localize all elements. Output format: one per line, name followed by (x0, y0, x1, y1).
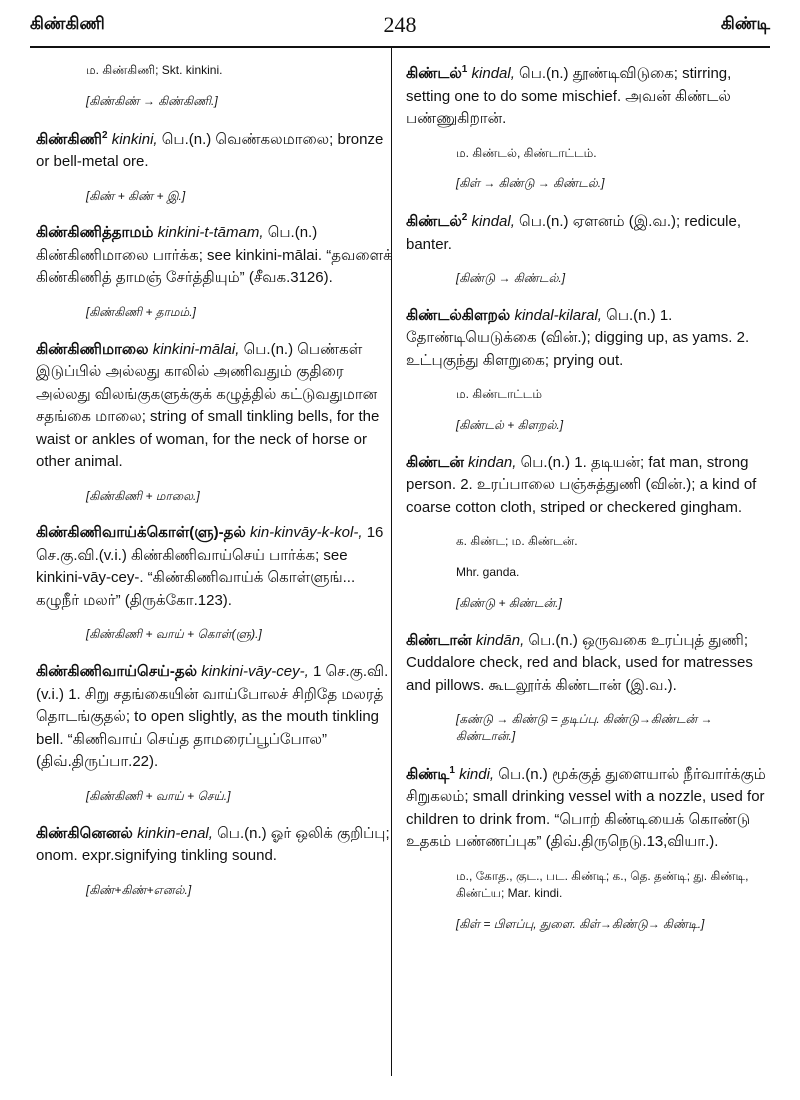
dictionary-entry (406, 452, 768, 520)
entry-headword: கிண்டான் (406, 631, 472, 649)
cognate-line: க. கிண்ட; ம. கிண்டன். (456, 534, 578, 549)
entry-definition: பெ.(n.) 1. தோண்டியெடுக்கை (வின்.); digging up, as yams. 2. உட்புகுந்து கிளறுகை; prying out. (406, 306, 750, 369)
etymology-line: [கிண்கிண் → கிண்கிணி.] (86, 93, 218, 108)
dictionary-entry (36, 661, 394, 774)
entry-definition: 1 செ.கு.வி.(v.i.) 1. சிறு சதங்கையின் வாய்போலச் சிறிதே மலரத் தொடங்குதல்; to open slightly, as the mouth tinkling bell. “கிணிவாய் செய்த தாமரைப்பூப்போல” (திவ்.திருப்பா.22). (36, 663, 389, 771)
entry-transliteration: kindal, (471, 65, 515, 82)
entry-definition: பெ.(n.) ஓர் ஒலிக் குறிப்பு; onom. expr.signifying tinkling sound. (36, 824, 390, 865)
entry-headword: கிண்கிணிமாலை (36, 340, 149, 358)
entry-transliteration: kindal-kilaral, (514, 306, 602, 324)
etymology-line: [கண்டு → கிண்டு = தடிப்பு. கிண்டு→கிண்டன் → கிண்டான்.] (456, 712, 713, 744)
right-column (406, 62, 768, 932)
entry-definition: பெ.(n.) தூண்டிவிடுகை; stirring, setting one to do some mischief. அவன் கிண்டல் பண்ணுகிறான். (406, 65, 732, 127)
etymology-line: [கிள் → கிண்டு → கிண்டல்.] (456, 176, 605, 191)
entry-transliteration: kinkin-enal, (137, 824, 213, 842)
dictionary-entry (406, 630, 768, 698)
page-number: 248 (383, 12, 417, 37)
dictionary-entry (36, 522, 394, 612)
entry-headword: கிண்கிணித்தாமம் (36, 224, 154, 242)
left-column (36, 62, 394, 898)
cognate-line: Mhr. ganda. (456, 565, 520, 580)
entry-headword: கிண்டல்கிளறல் (406, 306, 511, 324)
cognate-line: ம. கிண்டல், கிண்டாட்டம். (456, 145, 597, 160)
dictionary-entry (406, 305, 768, 373)
entry-headword: கிண்டல் (406, 65, 462, 82)
entry-headword: கிண்டன் (406, 453, 464, 471)
entry-headword: கிண்கிணிவாய்க்கொள்(ளு)-தல் (36, 524, 246, 542)
entry-definition: பெ.(n.) பெண்கள் இடுப்பில் அல்லது காலில் அணிவதும் குதிரை அல்லது விலங்குகளுக்குக் கழுத்தில் கட்டுவதுமான சதங்கை மாலை; string of small tinkling bells, for the waist or ankles of woman, for the neck of horse or other animal. (36, 340, 380, 471)
dictionary-entry (36, 222, 394, 290)
etymology-line: [கிண்கிணி + வாய் + கொள்(ளு).] (86, 627, 262, 642)
etymology-line: [கிண்டு + கிண்டன்.] (456, 596, 562, 611)
entry-headword: கிண்கிணி (36, 130, 102, 148)
homonym-number: 1 (461, 64, 468, 75)
etymology-line: [கிண்+கிண்+எனல்.] (86, 882, 192, 897)
entry-transliteration: kinkini, (111, 130, 158, 148)
dictionary-entry (406, 62, 768, 131)
entry-transliteration: kin-kinvāy-k-kol-, (250, 524, 363, 542)
left-guide-word: கிண்கிணி (30, 14, 105, 33)
dictionary-entry (406, 210, 768, 256)
entry-headword: கிண்கினெனல் (36, 824, 133, 842)
entry-definition: பெ.(n.) மூக்குத் துளையால் நீர்வார்க்கும் சிறுகலம்; small drinking vessel with a nozzle, used for children to drink from. “பொற் கிண்டியைக் கொண்டு உதகம் பண்ணப்புக” (திவ்.திருநெடு.13,வியா.). (406, 765, 766, 851)
dictionary-entry (36, 128, 394, 174)
etymology-line: [கிண்கிணி + மாலை.] (86, 488, 200, 503)
etymology-line: [கிள் = பிளப்பு, துளை. கிள்→கிண்டு→ கிண்டி.] (456, 916, 705, 931)
page-header (30, 6, 770, 48)
etymology-line: [கிண்கிணி + தாமம்.] (86, 304, 196, 319)
homonym-number: 2 (461, 212, 468, 224)
entry-definition: பெ.(n.) ஏளனம் (இ.வ.); redicule, banter. (406, 213, 742, 253)
right-guide-word: கிண்டி (720, 14, 770, 33)
entry-headword: கிண்டி (406, 765, 450, 783)
dictionary-entry (36, 339, 394, 474)
entry-definition: பெ.(n.) வெண்கலமாலை; bronze or bell-metal ore. (36, 130, 384, 171)
entry-transliteration: kindi, (459, 765, 495, 783)
entry-transliteration: kindal, (471, 213, 515, 231)
cognate-line: ம., கோத., குட., பட. கிண்டி; க., தெ. தண்டி; து. கிண்டி, கிண்ட்ய; Mar. kindi. (456, 868, 749, 900)
entry-transliteration: kindān, (475, 631, 525, 649)
entry-headword: கிண்கிணிவாய்செய்-தல் (36, 663, 198, 681)
entry-transliteration: kindan, (468, 453, 517, 471)
entry-headword: கிண்டல் (406, 213, 462, 231)
etymology-line: [கிண்டு → கிண்டல்.] (456, 271, 566, 286)
dictionary-entry (406, 763, 768, 854)
homonym-number: 1 (449, 764, 455, 776)
entry-transliteration: kinkini-mālai, (152, 340, 240, 358)
entry-transliteration: kinkini-vāy-cey-, (201, 663, 309, 681)
etymology-line: [கிண்கிணி + வாய் + செய்.] (86, 788, 231, 803)
entry-transliteration: kinkini-t-tāmam, (157, 224, 264, 242)
etymology-line: [கிண் + கிண் + இ.] (86, 188, 186, 203)
etymology-line: [கிண்டல் + கிளறல்.] (456, 418, 564, 433)
cognate-line: ம. கிண்கிணி; Skt. kinkini. (86, 63, 223, 77)
entry-definition: பெ.(n.) ஒருவகை உரப்புத் துணி; Cuddalore check, red and black, used for matresses and pillows. கூடலூர்க் கிண்டான் (இ.வ.). (406, 631, 753, 694)
cognate-line: ம. கிண்டாட்டம் (456, 387, 543, 402)
entry-definition: 16 செ.கு.வி.(v.i.) கிண்கிணிவாய்செய் பார்க்க; see kinkini-vāy-cey-. “கிண்கிணிவாய்க் கொள்ளுங்... கழுநீர் மலர்” (திருக்கோ.123). (36, 524, 384, 609)
entry-definition: பெ.(n.) கிண்கிணிமாலை பார்க்க; see kinkini-mālai. “தவளைக் கிண்கிணித் தாமஞ் சேர்த்தியும்” (சீவக.3126). (36, 224, 393, 287)
entry-definition: பெ.(n.) 1. தடியன்; fat man, strong person. 2. உரப்பாலை பஞ்சுத்துணி (வின்.); a kind of coarse cotton cloth, striped or checkered gingham. (406, 453, 757, 516)
homonym-number: 2 (101, 129, 108, 141)
dictionary-entry (36, 823, 394, 868)
